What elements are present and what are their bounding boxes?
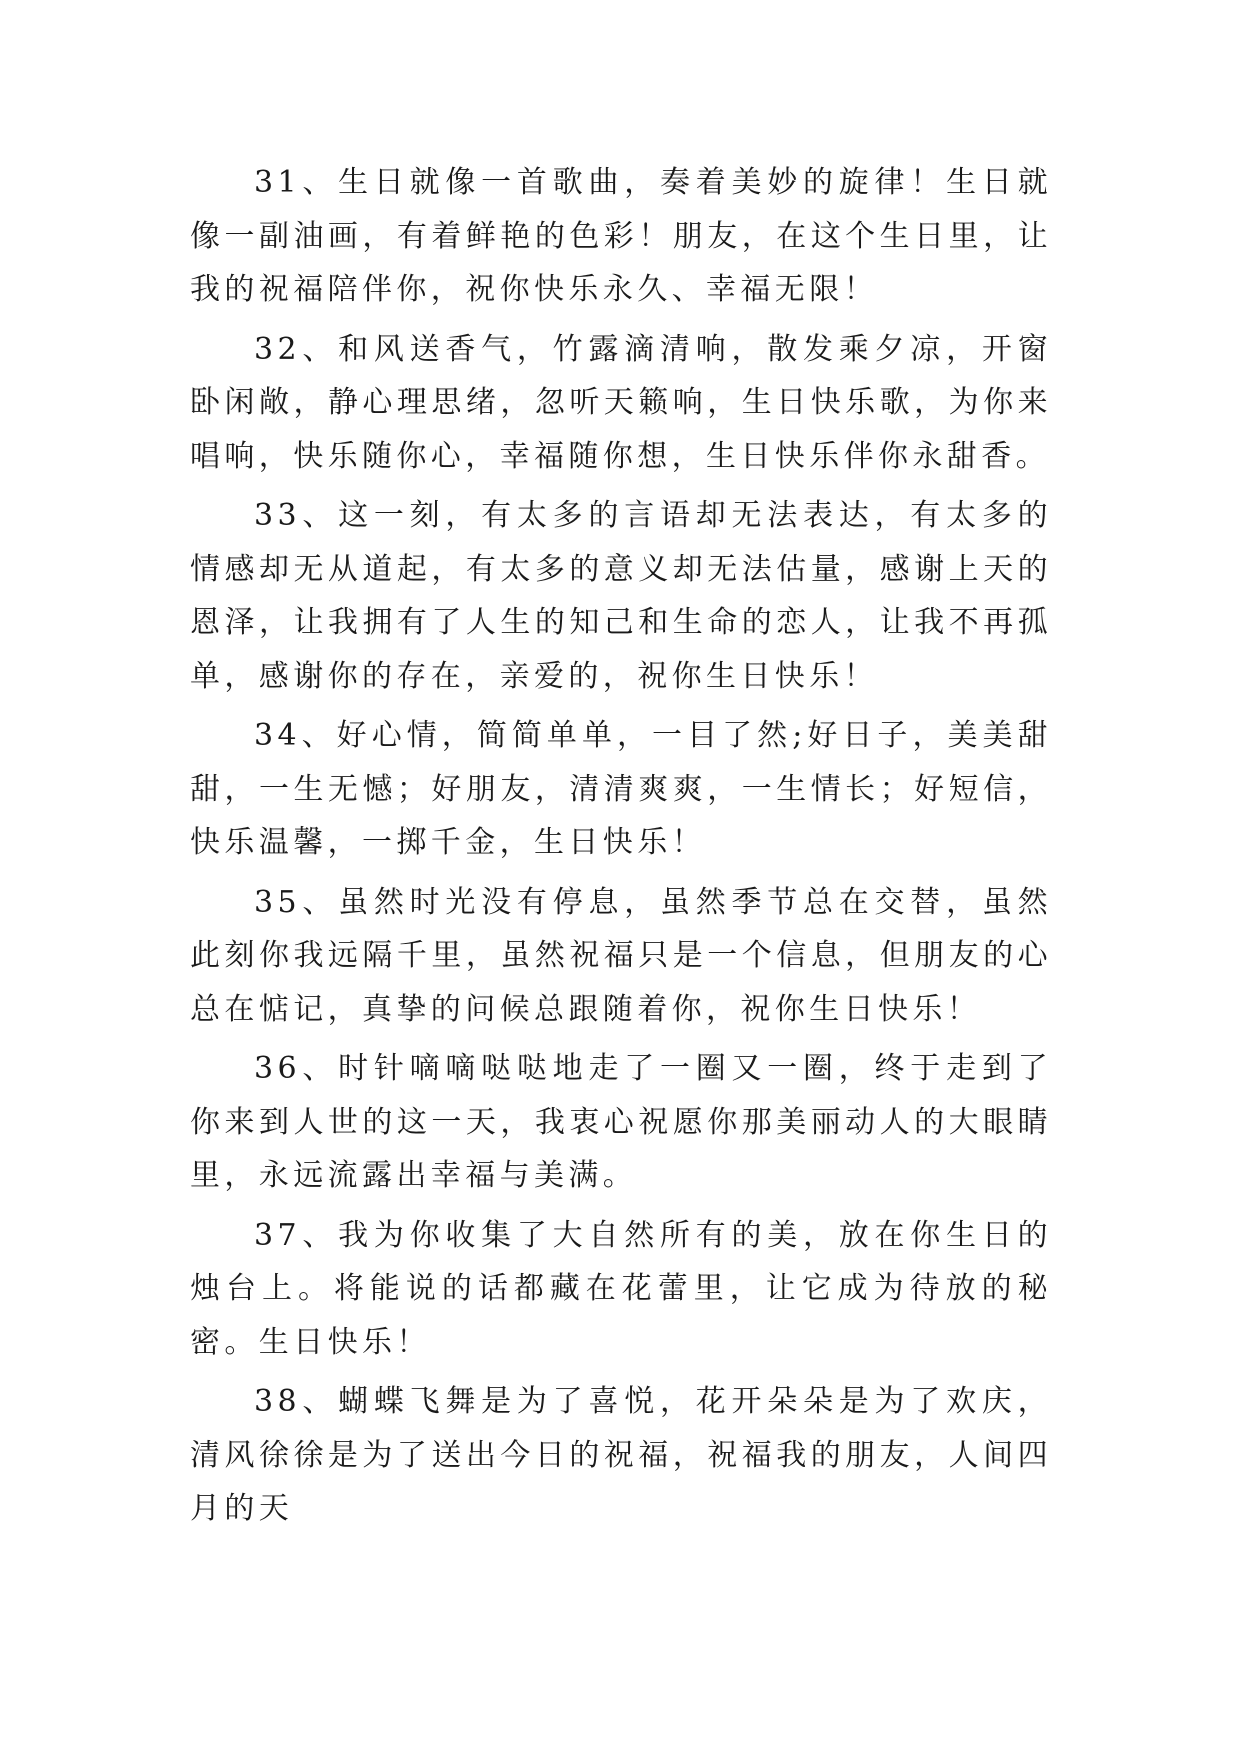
paragraph-34: 34、好心情，简简单单，一目了然;好日子，美美甜甜，一生无憾；好朋友，清清爽爽，一生情长；好短信，快乐温馨，一掷千金，生日快乐！ (190, 718, 1052, 860)
paragraph-37: 37、我为你收集了大自然所有的美，放在你生日的烛台上。将能说的话都藏在花蕾里，让它成为待放的秘密。生日快乐！ (190, 1217, 1052, 1360)
paragraph-31: 31、生日就像一首歌曲，奏着美妙的旋律！生日就像一副油画，有着鲜艳的色彩！朋友，在这个生日里，让我的祝福陪伴你，祝你快乐永久、幸福无限！ (190, 165, 1052, 307)
paragraph-32: 32、和风送香气，竹露滴清响，散发乘夕凉，开窗卧闲敞，静心理思绪，忽听天籁响，生日快乐歌，为你来唱响，快乐随你心，幸福随你想，生日快乐伴你永甜香。 (190, 331, 1052, 474)
document-body (190, 156, 1052, 1542)
paragraph-38: 38、蝴蝶飞舞是为了喜悦，花开朵朵是为了欢庆，清风徐徐是为了送出今日的祝福，祝福我的朋友，人间四月的天 (190, 1384, 1052, 1526)
paragraph-36: 36、时针嘀嘀哒哒地走了一圈又一圈，终于走到了你来到人世的这一天，我衷心祝愿你那美丽动人的大眼睛里，永远流露出幸福与美满。 (190, 1051, 1052, 1193)
paragraph-33: 33、这一刻，有太多的言语却无法表达，有太多的情感却无从道起，有太多的意义却无法估量，感谢上天的恩泽，让我拥有了人生的知己和生命的恋人，让我不再孤单，感谢你的存在，亲爱的，祝你生日快乐！ (190, 498, 1052, 694)
paragraph-35: 35、虽然时光没有停息，虽然季节总在交替，虽然此刻你我远隔千里，虽然祝福只是一个信息，但朋友的心总在惦记，真挚的问候总跟随着你，祝你生日快乐！ (190, 884, 1052, 1027)
